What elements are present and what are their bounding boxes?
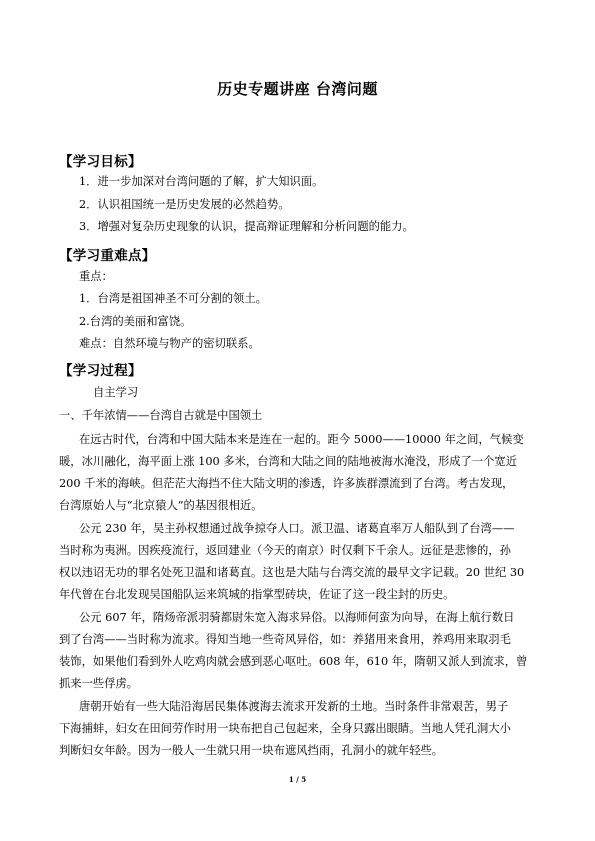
goal-item: 2．认识祖国统一是历史发展的必然趋势。: [79, 198, 290, 211]
sub-heading: 自主学习: [93, 386, 139, 399]
paragraph-line: 装饰，如果他们看到外人吃鸡肉就会感到恶心呕吐。608 年，610 年，隋朝又派人到流求，曾: [59, 655, 528, 668]
key-point-item: 2.台湾的美丽和富饶。: [79, 315, 192, 328]
page-title: 历史专题讲座 台湾问题: [217, 80, 378, 98]
key-point-item: 难点：自然环境与物产的密切联系。: [79, 337, 260, 350]
part-title: 一、千年浓情——台湾自古就是中国领土: [59, 409, 263, 422]
paragraph-line: 下海捕蚌，妇女在田间劳作时用一块布把自己包起来，全身只露出眼睛。当地人凭孔洞大小: [59, 722, 511, 735]
goal-item: 3．增强对复杂历史现象的认识，提高辩证理解和分析问题的能力。: [79, 220, 414, 233]
paragraph-line: 判断妇女年龄。因为一般人一生就只用一块布遮风挡雨，孔洞小的就年轻些。: [59, 744, 444, 757]
key-point-item: 重点：: [79, 270, 113, 283]
key-point-item: 1．台湾是祖国神圣不可分割的领土。: [79, 292, 267, 305]
page-number: 1 / 5: [288, 775, 307, 784]
section-heading-process: 【学习过程】: [59, 363, 142, 379]
paragraph-line: 在远古时代，台湾和中国大陆本来是连在一起的。距今 5000——10000 年之间，气候变: [79, 433, 524, 446]
paragraph-line: 台湾原始人与“北京猿人”的基因很相近。: [59, 499, 263, 512]
paragraph-line: 年代曾在台北发现吴国船队运来筑城的指掌型砖块，佐证了这一段尘封的历史。: [59, 588, 455, 601]
paragraph-line: 抓来一些俘虏。: [59, 677, 139, 690]
paragraph-line: 公元 230 年，吴主孙权想通过战争掠夺人口。派卫温、诸葛直率万人船队到了台湾——: [79, 522, 515, 535]
section-heading-key-points: 【学习重难点】: [59, 248, 156, 264]
section-heading-goals: 【学习目标】: [59, 154, 142, 170]
paragraph-line: 到了台湾——当时称为流求。得知当地一些奇风异俗，如：养猪用来食用，养鸡用来取羽毛: [59, 633, 511, 646]
paragraph-line: 暖，冰川融化，海平面上涨 100 多米，台湾和大陆之间的陆地被海水淹没，形成了一个宽近: [59, 455, 518, 468]
paragraph-line: 当时称为夷洲。因疾疫流行，返回建业（今天的南京）时仅剩下千余人。远征是悲惨的，孙: [59, 544, 511, 557]
paragraph-line: 200 千米的海峡。但茫茫大海挡不住大陆文明的渗透，许多族群漂流到了台湾。考古发现，: [59, 477, 514, 490]
paragraph-line: 公元 607 年，隋炀帝派羽骑都尉朱宽入海求异俗。以海师何蛮为向导，在海上航行数日: [79, 611, 515, 624]
goal-item: 1．进一步加深对台湾问题的了解，扩大知识面。: [79, 175, 324, 188]
paragraph-line: 权以违诏无功的罪名处死卫温和诸葛直。这也是大陆与台湾交流的最早文字记载。20 世纪 30: [59, 566, 525, 579]
paragraph-line: 唐朝开始有一些大陆沿海居民集体渡海去流求开发新的土地。当时条件非常艰苦，男子: [79, 700, 509, 713]
